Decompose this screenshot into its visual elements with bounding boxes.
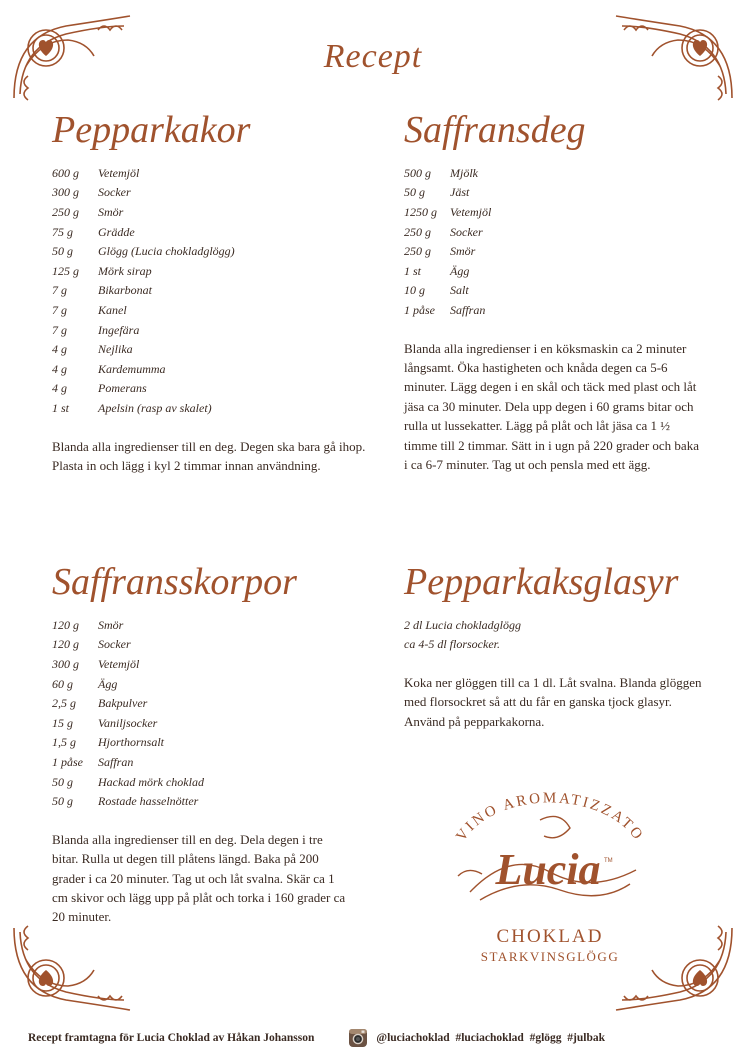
- ingredient-amount: 7 g: [52, 283, 67, 298]
- ingredient-amount: 10 g: [404, 283, 425, 298]
- recipe-title: Pepparkaksglasyr: [404, 561, 679, 603]
- ingredient-amount: 250 g: [52, 204, 79, 219]
- recipe-saffransdeg: [404, 110, 724, 474]
- ingredient-row: [52, 281, 372, 301]
- ingredient-amount: 4 g: [52, 361, 67, 376]
- ingredient-row: [52, 340, 372, 360]
- recipe-description: Blanda alla ingredienser i en köksmaskin ca 2 minuter långsamt. Öka hastigheten och knåda degen ca 5-6 minuter. Lägg degen i en skål och täck med plast och låt jäsa ca 30 minuter. Dela upp degen i 60 grams bitar och rulla ut lussekatter. Lägg på plåt och låt jäsa ca 1 ½ timme till 2 timmar. Sätt in i ugn på 220 grader och baka i ca 6-7 minuter. Tag ut och pensla med ett ägg.: [404, 340, 699, 472]
- logo-arc-text: VINO AROMATIZZATO: [453, 790, 647, 845]
- ingredient-row: [52, 164, 372, 184]
- ingredient-name: Vetemjöl: [98, 165, 140, 180]
- ingredient-list: [52, 164, 372, 419]
- recipe-saffransskorpor: [52, 562, 352, 927]
- ingredient-list: [404, 164, 724, 321]
- ingredient-name: Saffran: [98, 754, 134, 769]
- ingredient-row: [52, 399, 372, 419]
- ingredient-amount: 50 g: [404, 185, 425, 200]
- ingredient-name: Pomerans: [98, 381, 147, 396]
- ingredient-row: [52, 675, 352, 695]
- ingredient-amount: 2,5 g: [52, 696, 76, 711]
- ingredient-row: [52, 753, 352, 773]
- ingredient-amount: 250 g: [404, 224, 431, 239]
- ingredient-name: Grädde: [98, 224, 135, 239]
- ingredient-list: [52, 616, 352, 812]
- logo-line2: STARKVINSGLÖGG: [480, 949, 620, 964]
- ingredient-row: [52, 694, 352, 714]
- ingredient-name: Ägg: [98, 676, 118, 691]
- ingredient-name: Vetemjöl: [98, 656, 140, 671]
- ingredient-amount: 4 g: [52, 342, 67, 357]
- ingredient-row: [52, 321, 372, 341]
- corner-ornament-bottom-left: [6, 920, 136, 1020]
- lucia-logo: [440, 780, 660, 970]
- ingredient-row: [404, 301, 724, 321]
- ingredient-row: [404, 203, 724, 223]
- ingredient-row: [404, 262, 724, 282]
- recipe-title: Saffransskorpor: [52, 561, 297, 603]
- ingredient-name: Kardemumma: [98, 361, 166, 376]
- ingredient-name: Socker: [98, 185, 131, 200]
- ingredient-amount: 125 g: [52, 263, 79, 278]
- ingredient-amount: 60 g: [52, 676, 73, 691]
- logo-tm: TM: [604, 858, 613, 864]
- ingredient-amount: 50 g: [52, 244, 73, 259]
- ingredient-row: [52, 360, 372, 380]
- ingredient-amount: 600 g: [52, 165, 79, 180]
- ingredient-amount: 50 g: [52, 794, 73, 809]
- ingredient-amount: 1 påse: [404, 302, 435, 317]
- ingredient-name: Saffran: [450, 302, 486, 317]
- ingredient-amount: 1 påse: [52, 754, 83, 769]
- ingredient-amount: 7 g: [52, 322, 67, 337]
- ingredient-row: [52, 183, 372, 203]
- recipe-title: Pepparkakor: [52, 109, 251, 151]
- ingredient-row: [404, 183, 724, 203]
- ingredient-row: [52, 242, 372, 262]
- ingredient-row: [52, 792, 352, 812]
- ornament-icon: [6, 920, 136, 1020]
- ingredient-name: Socker: [98, 637, 131, 652]
- ingredient-name: Smör: [98, 204, 124, 219]
- ingredient-name: Nejlika: [98, 342, 133, 357]
- ingredient-row: [404, 281, 724, 301]
- ingredient-amount: 1 st: [404, 263, 422, 278]
- ingredient-row: [52, 733, 352, 753]
- ingredient-row: [404, 223, 724, 243]
- ingredient-name: Bakpulver: [98, 696, 148, 711]
- instagram-icon: [348, 1028, 368, 1048]
- ingredient-row: [52, 203, 372, 223]
- ingredient-amount: 50 g: [52, 774, 73, 789]
- ingredient-amount: 15 g: [52, 715, 73, 730]
- ingredient-name: Jäst: [450, 185, 470, 200]
- ingredient-amount: 500 g: [404, 165, 431, 180]
- ingredient-row: [52, 773, 352, 793]
- ingredient-name: Glögg (Lucia chokladglögg): [98, 244, 235, 259]
- ingredient-row: [52, 714, 352, 734]
- ingredient-row: [52, 301, 372, 321]
- ingredient-name: Socker: [450, 224, 483, 239]
- recipe-pepparkaksglasyr: [404, 562, 714, 731]
- recipe-title: Saffransdeg: [404, 109, 586, 151]
- ingredient-amount: 120 g: [52, 617, 79, 632]
- ingredient-amount: 300 g: [52, 656, 79, 671]
- ingredient-name: Apelsin (rasp av skalet): [98, 400, 212, 415]
- logo-brand: Lucia: [495, 845, 601, 894]
- recipe-description: Blanda alla ingredienser till en deg. Dela degen i tre bitar. Rulla ut degen till plåtens längd. Baka på 200 grader i ca 20 minuter. Tag ut och låt svalna. Skär ca 1 cm skivor och lägg upp på plåt och torka i 160 grader ca 20 minuter.: [52, 831, 346, 925]
- ingredient-row: [52, 616, 352, 636]
- ingredient-row: [404, 242, 724, 262]
- ingredient-name: Rostade hasselnötter: [98, 794, 199, 809]
- footer-social: @luciachoklad #luciachoklad #glögg #julbak: [376, 1032, 605, 1044]
- ingredient-amount: 4 g: [52, 381, 67, 396]
- ingredient-name: Bikarbonat: [98, 283, 152, 298]
- ingredient-amount: 120 g: [52, 637, 79, 652]
- ingredient-name: Ingefära: [98, 322, 140, 337]
- ingredient-line: ca 4-5 dl florsocker.: [404, 637, 500, 652]
- ingredient-row: [52, 635, 352, 655]
- recipe-description: Blanda alla ingredienser till en deg. Degen ska bara gå ihop. Plasta in och lägg i kyl 2 timmar innan användning.: [52, 438, 366, 473]
- ingredient-name: Hjorthornsalt: [98, 735, 165, 750]
- ingredient-name: Kanel: [98, 302, 127, 317]
- ingredient-amount: 1250 g: [404, 204, 437, 219]
- footer-credit: Recept framtagna för Lucia Choklad av Håkan Johansson: [28, 1032, 315, 1044]
- page-title: Recept: [323, 38, 423, 75]
- footer: [28, 1026, 736, 1050]
- ingredient-line: 2 dl Lucia chokladglögg: [404, 617, 521, 632]
- ingredient-name: Vetemjöl: [450, 204, 492, 219]
- ingredient-name: Mjölk: [450, 165, 478, 180]
- ingredient-amount: 1 st: [52, 400, 70, 415]
- ingredient-name: Smör: [98, 617, 124, 632]
- ingredient-name: Hackad mörk choklad: [98, 774, 204, 789]
- ingredient-amount: 75 g: [52, 224, 73, 239]
- logo-line1: CHOKLAD: [496, 926, 604, 947]
- ingredient-name: Mörk sirap: [98, 263, 152, 278]
- recipe-description: Koka ner glöggen till ca 1 dl. Låt svalna. Blanda glöggen med florsockret så att du får en ganska tjock glasyr. Använd på pepparkakorna.: [404, 674, 702, 729]
- recipe-pepparkakor: [52, 110, 372, 475]
- ingredient-row: [404, 164, 724, 184]
- ingredient-name: Smör: [450, 244, 476, 259]
- ingredient-amount: 250 g: [404, 244, 431, 259]
- ingredient-amount: 300 g: [52, 185, 79, 200]
- ingredient-name: Vaniljsocker: [98, 715, 158, 730]
- ingredient-name: Ägg: [450, 263, 470, 278]
- ingredient-amount: 7 g: [52, 302, 67, 317]
- ingredient-row: [52, 379, 372, 399]
- ingredient-row: [52, 223, 372, 243]
- ingredient-row: [52, 655, 352, 675]
- ingredient-name: Salt: [450, 283, 469, 298]
- ingredient-row: [52, 262, 372, 282]
- ingredient-amount: 1,5 g: [52, 735, 76, 750]
